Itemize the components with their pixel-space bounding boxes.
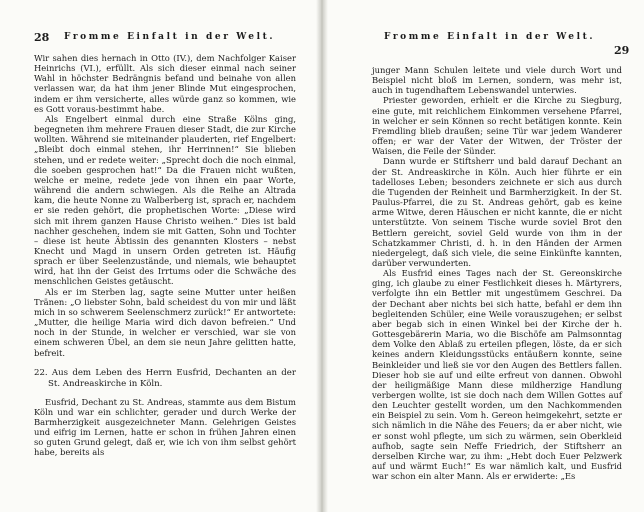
page-number: 28 — [34, 31, 50, 44]
page-body — [34, 53, 296, 458]
page-body — [372, 65, 622, 481]
running-head: Fromme Einfalt in der Welt. — [384, 32, 596, 42]
chapter-heading: 22. Aus dem Leben des Herrn Eusfrid, Dechanten an der St. Andreaskirche in Köln. — [34, 367, 296, 389]
paragraph: Als Eusfrid eines Tages nach der St. Gereonskirche ging, ich glaube zu einer Festlichkeit dieses h. Märtyrers, verfolgte ihn ein Bettler mit ungestümem Geschrei. Da der Dechant aber nichts bei sich hatte, befahl er dem ihn begleitenden Schüler, eine Weile vorauszugehen; er selbst aber begab sich in einen Winkel bei der Kirche der h. Gottesgebärerin Maria, wo die Bischöfe am Palmsonntag dem Volke den Ablaß zu erteilen pflegen, löste, da er sich keines andern Kleidungsstücks entäußern konnte, seine Beinkleider und ließ sie vor den Augen des Bettlers fallen. Dieser hob sie auf und eilte erfreut von dannen. Obwohl der heiligmäßige Mann diese mildherzige Handlung verbergen wollte, ist sie doch nach dem Willen Gottes auf den Leuchter gestellt worden, um den Nachkommenden ein Beispiel zu sein. Vom h. Gereon heimgekehrt, setzte er sich nämlich in die Nähe des Feuers; da er aber nicht, wie er sonst wohl pflegte, um sich zu wärmen, sein Oberkleid aufhob, sagte sein Neffe Friedrich, der Stiftsherr an derselben Kirche war, zu ihm: „Hebt doch Euer Pelzwerk auf und wärmt Euch!“ Es war nämlich kalt, und Eusfrid war schon ein alter Mann. Als er erwiderte: „Es — [372, 268, 622, 482]
paragraph: Als er im Sterben lag, sagte seine Mutter unter heißen Tränen: „O liebster Sohn, bald scheidest du von mir und läßt mich in so schwerem Seelenschmerz zurück!“ Er antwortete: „Mutter, die heilige Maria wird dich davon befreien.“ Und noch in der Stunde, in welcher er verschied, war sie von einem schweren Übel, an dem sie neun Jahre gelitten hatte, befreit. — [34, 286, 296, 358]
page-number: 29 — [614, 44, 630, 57]
book-gutter — [316, 0, 328, 512]
right-page — [322, 0, 644, 512]
paragraph: Als Engelbert einmal durch eine Straße Kölns ging, begegneten ihm mehrere Frauen dieser Stadt, die zur Kirche wollten. Während sie miteinander plauderten, rief Engelbert: „Bleibt doch einmal stehen, ihr Herrinnen!“ Sie blieben stehen, und er redete weiter: „Sprecht doch die noch einmal, die soeben gesprochen hat!“ Da die Frauen nicht wußten, welche er meine, redete jede von ihnen ein paar Worte, während die andern schwiegen. Als die Reihe an Altrada kam, die heute Nonne zu Walberberg ist, sprach er, nachdem er sie reden gehört, die prophetischen Worte: „Diese wird sich mit ihrem ganzen Hause Christo weihen.“ Dies ist bald nachher geschehen, indem sie mit Gatten, Sohn und Tochter – diese ist heute Äbtissin des genannten Klosters – nebst Knecht und Magd in unsern Orden getreten ist. Häufig sprach er über Seelenzustände, und niemals, wie behauptet wird, hat ihn der Geist des Irrtums oder die Schwäche des menschlichen Geistes getäuscht. — [34, 113, 296, 287]
paragraph: Priester geworden, erhielt er die Kirche zu Siegburg, eine gute, mit reichlichem Einkommen versehene Pfarrei, in welcher er sein Können so recht betätigen konnte. Kein Fremdling blieb draußen; seine Tür war jedem Wanderer offen; er war der Vater der Witwen, der Tröster der Waisen, die Feile der Sünder. — [372, 95, 622, 157]
paragraph: Dann wurde er Stiftsherr und bald darauf Dechant an der St. Andreaskirche in Köln. Auch hier führte er ein tadelloses Leben; besonders zeichnete er sich aus durch die Tugenden der Reinheit und Barmherzigkeit. In der St. Paulus-Pfarrei, die zu St. Andreas gehört, gab es keine arme Witwe, deren Häuschen er nicht kannte, die er nicht unterstützte. Von seinem Tische wurde soviel Brot den Bettlern gereicht, soviel Geld wurde von ihm in der Schatzkammer Christi, d. h. in den Händen der Armen niedergelegt, daß sich viele, die seine Einkünfte kannten, darüber verwunderten. — [372, 156, 622, 268]
paragraph: Wir sahen dies hernach in Otto (IV.), dem Nachfolger Kaiser Heinrichs (VI.), erfüllt. Als sich dieser einmal nach seiner Wahl in höchster Bedrängnis befand und beinahe von allen verlassen war, da hat ihm jener Blinde Mut eingesprochen, indem er ihm versicherte, alles würde ganz so kommen, wie es Gott voraus-bestimmt habe. — [34, 53, 296, 114]
paragraph: Eusfrid, Dechant zu St. Andreas, stammte aus dem Bistum Köln und war ein schlichter, gerader und durch Werke der Barmherzigkeit ausgezeichneter Mann. Gelehrigen Geistes und eifrig im Lernen, hatte er schon in frühen Jahren einen so guten Grund gelegt, daß er, wie ich von ihm selbst gehört habe, bereits als — [34, 396, 296, 458]
running-head: Fromme Einfalt in der Welt. — [64, 32, 276, 42]
paragraph: junger Mann Schulen leitete und viele durch Wort und Beispiel nicht bloß im Lernen, sondern, was mehr ist, auch in tugendhaftem Lebenswandel unterwies. — [372, 65, 622, 96]
